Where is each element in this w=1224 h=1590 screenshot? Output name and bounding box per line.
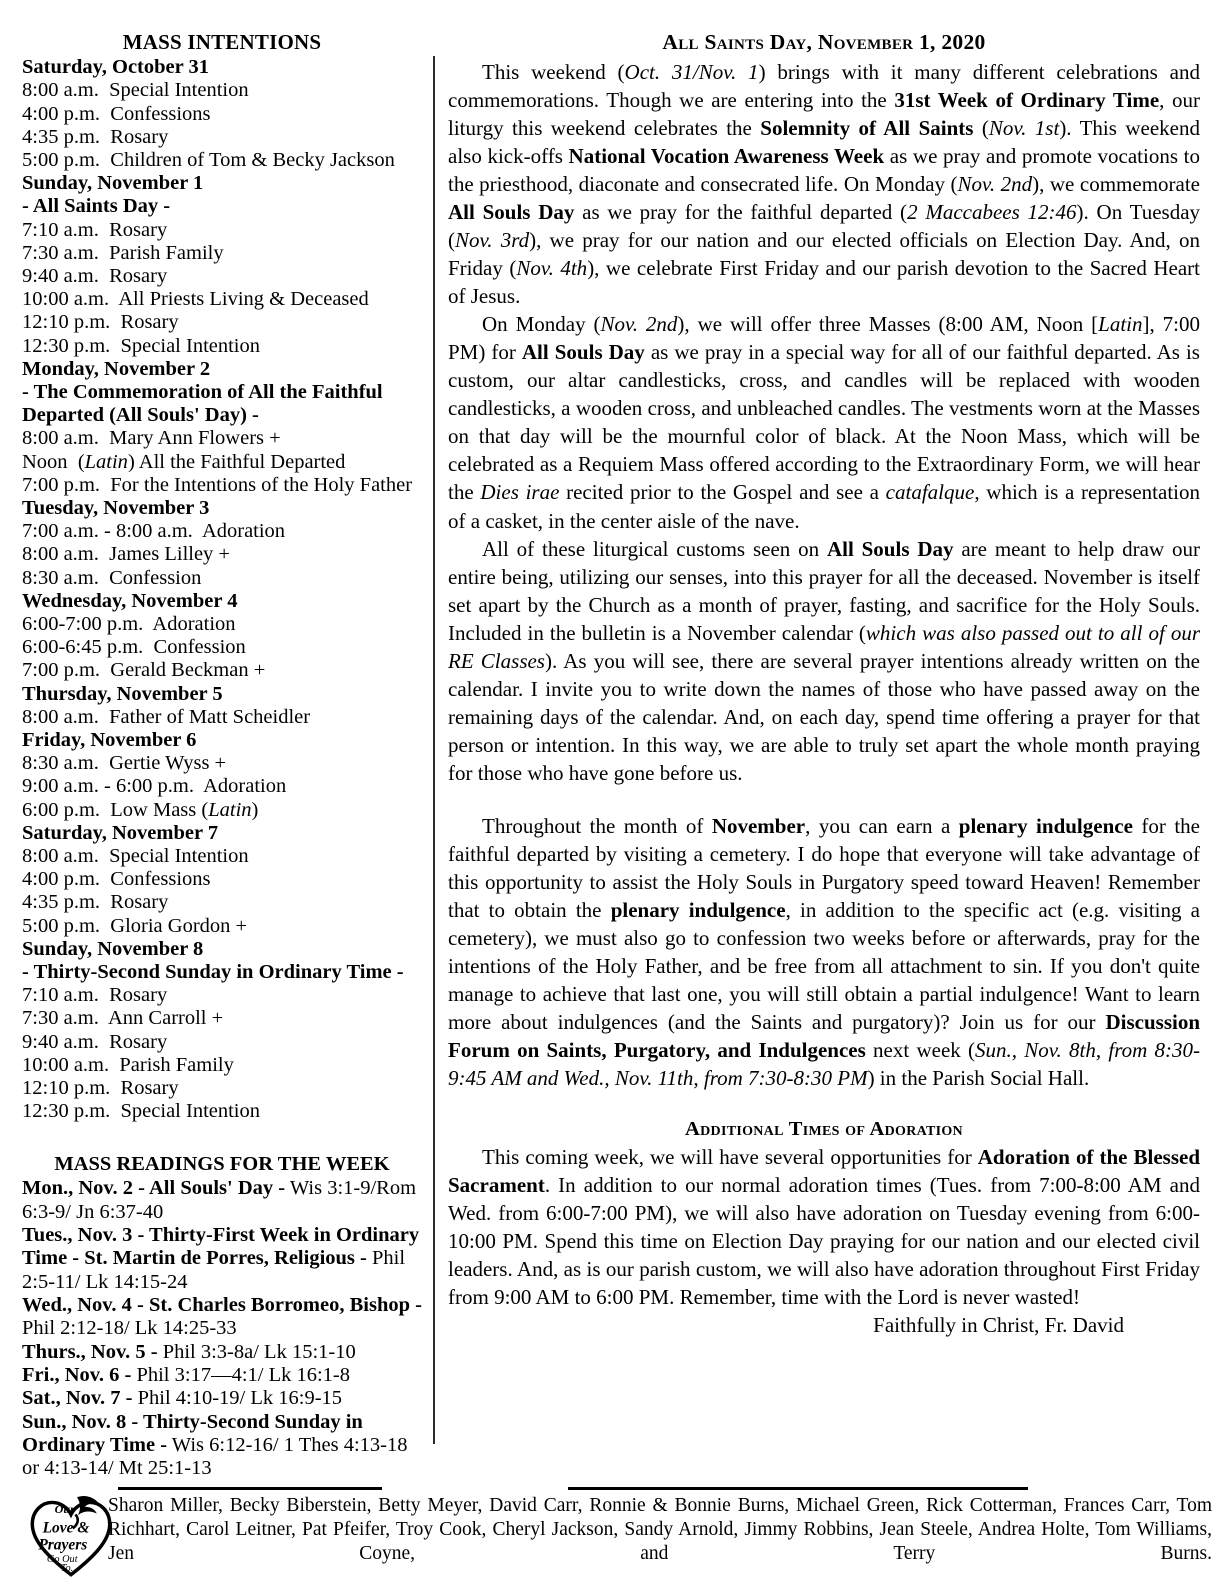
mass-time: 10:00 a.m.: [22, 1053, 110, 1076]
mass-intention-row: [22, 79, 422, 102]
mass-intention-row: [22, 520, 422, 543]
mass-intention-row: [22, 242, 422, 265]
text-run: Dies irae: [480, 480, 560, 505]
mass-time: 6:00-6:45 p.m.: [22, 636, 144, 659]
text-run: as we pray for the faithful departed (: [574, 200, 908, 225]
mass-intention: Rosary: [110, 891, 169, 914]
text-run: (: [973, 116, 989, 141]
text-run: ) brings with it many different celebrations and commemorations. Though we are entering into the: [448, 60, 1200, 113]
text-run: are meant to help draw our entire being, utilizing our senses, into this prayer for all the deceased. November is itself set apart by the Church as a month of prayer, fasting, and sacrifice for the Holy Souls. Included in the bulletin is a November calendar (: [448, 536, 1200, 645]
left-column: [22, 30, 422, 1481]
mass-day-heading: Saturday, November 7: [22, 821, 219, 844]
text-run: All Souls Day: [826, 536, 954, 561]
mass-intention: Father of Matt Scheidler: [109, 705, 311, 728]
text-run: This coming week, we will have several opportunities for: [482, 1145, 978, 1170]
mass-intention-row: [22, 1077, 422, 1100]
footer-rule-left: [118, 1487, 382, 1490]
article-paragraph-4: [448, 812, 1200, 1092]
mass-intention-row: [22, 1031, 422, 1054]
text-run: ), we will offer three Masses (8:00 AM, Noon [: [677, 312, 1099, 337]
mass-intention-row: [22, 288, 422, 311]
mass-intention-row: [22, 659, 422, 682]
prayer-list-footer: [0, 1492, 1224, 1584]
mass-time: 4:35 p.m.: [22, 891, 101, 914]
mass-time: 7:10 a.m.: [22, 984, 99, 1007]
mass-intention: Special Intention: [120, 1100, 261, 1123]
mass-intentions-heading: MASS INTENTIONS: [122, 30, 322, 54]
text-run: which was also passed out to all of our RE Classes: [448, 620, 1201, 673]
text-run: Latin: [208, 798, 252, 821]
article-paragraph-2: [448, 310, 1200, 534]
mass-time: 9:40 a.m.: [22, 1030, 99, 1053]
mass-intention-row: [22, 1007, 422, 1030]
mass-time: 6:00-7:00 p.m.: [22, 613, 144, 636]
mass-time: 4:35 p.m.: [22, 125, 101, 148]
mass-reading-row: [22, 1387, 422, 1410]
text-run: next week (: [865, 1038, 976, 1063]
text-run: Latin: [84, 450, 128, 473]
mass-intention: Special Intention: [109, 79, 249, 102]
article-paragraph-5: [448, 1143, 1200, 1311]
reading-citation: Phil 3:17—4:1/ Lk 16:1-8: [136, 1364, 351, 1387]
text-run: Sun., Nov. 8th, from 8:30-9:45 AM and Wed., Nov. 11th, from 7:30-8:30 PM: [448, 1038, 1200, 1091]
mass-intention: All Priests Living & Deceased: [118, 288, 369, 311]
text-run: ), we celebrate First Friday and our parish devotion to the Sacred Heart of Jesus.: [448, 256, 1200, 309]
reading-citation: Phil 2:5-11/ Lk 14:15-24: [22, 1247, 406, 1293]
mass-intention-row: [22, 868, 422, 891]
article-paragraph-3: [448, 535, 1200, 787]
mass-intention-row: [22, 149, 422, 172]
mass-intention-row: [22, 799, 422, 822]
reading-citation: Wis 6:12-16/ 1 Thes 4:13-18 or 4:13-14/ Mt 25:1-13: [22, 1434, 408, 1480]
text-run: recited prior to the Gospel and see a: [559, 480, 886, 505]
text-run: November: [711, 813, 806, 838]
text-run: All Souls Day: [521, 340, 645, 365]
logo-line-3: Prayers: [38, 1536, 88, 1554]
mass-intention: Confession: [109, 566, 202, 589]
reading-citation: Wis 3:1-9/Rom 6:3-9/ Jn 6:37-40: [22, 1177, 417, 1223]
text-run: National Vocation Awareness Week: [568, 144, 885, 169]
mass-time: 12:10 p.m.: [22, 1077, 111, 1100]
mass-day-heading: Tuesday, November 3: [22, 497, 210, 519]
mass-time: 7:00 a.m. - 8:00 a.m.: [22, 520, 193, 543]
mass-intention: Confessions: [110, 868, 211, 891]
mass-reading-row: [22, 1411, 422, 1481]
mass-intention-row: [22, 219, 422, 242]
mass-intention-row: [22, 126, 422, 149]
article-title: All Saints Day, November 1, 2020: [662, 30, 986, 54]
text-run: 2 Maccabees 12:46: [907, 200, 1077, 225]
mass-intention-row: [22, 984, 422, 1007]
mass-intention-row: [22, 1100, 422, 1123]
logo-line-4: Go Out: [46, 1553, 78, 1565]
prayer-names-list: Sharon Miller, Becky Biberstein, Betty Meyer, David Carr, Ronnie & Bonnie Burns, Michael Green, Rick Cotterman, Frances Carr, Tom Richhart, Carol Leitner, Pat Pfeifer, Troy Cook, Cheryl Jackson, Sandy Arnold, Jimmy Robbins, Jean Steele, Andrea Holte, Tom Williams, Jen Coyne, and Terry Burns.: [108, 1495, 1212, 1564]
mass-time: 5:00 p.m.: [22, 914, 101, 937]
mass-intention-row: [22, 103, 422, 126]
mass-intention-row: [22, 636, 422, 659]
text-run: ], 7:00 PM) for: [448, 312, 1201, 365]
text-run: plenary indulgence: [958, 813, 1133, 838]
reading-label: Sun., Nov. 8 - Thirty-Second Sunday in Ordinary Time -: [22, 1410, 363, 1457]
mass-intention-row: [22, 891, 422, 914]
mass-time: 8:00 a.m.: [22, 705, 99, 728]
text-run: , which is a representation of a casket, in the center aisle of the nave.: [448, 480, 1201, 533]
mass-intention: Rosary: [120, 311, 179, 334]
reading-citation: Phil 3:3-8a/ Lk 15:1-10: [162, 1340, 356, 1363]
text-run: ). This weekend also kick-offs: [448, 116, 1200, 169]
text-run: All of these liturgical customs seen on: [482, 536, 827, 561]
mass-intention: Low Mass (Latin): [110, 798, 259, 821]
mass-intention-row: [22, 752, 422, 775]
text-run: Nov. 1st: [988, 116, 1060, 141]
mass-time: 4:00 p.m.: [22, 868, 101, 891]
text-run: 31st Week of Ordinary Time: [894, 88, 1160, 113]
mass-intention: Rosary: [109, 264, 168, 287]
mass-time: 12:30 p.m.: [22, 334, 111, 357]
reading-label: Mon., Nov. 2 - All Souls' Day -: [22, 1177, 286, 1200]
logo-line-1: Our: [54, 1501, 75, 1516]
text-run: Latin: [1098, 312, 1143, 337]
text-run: catafalque: [885, 480, 975, 505]
mass-day-heading: Friday, November 6: [22, 729, 197, 752]
text-run: Oct. 31/Nov. 1: [624, 60, 759, 84]
mass-intention: Gertie Wyss +: [109, 752, 227, 775]
mass-intention: Adoration: [203, 775, 287, 798]
text-run: All Souls Day: [448, 200, 575, 225]
text-run: ), we commemorate: [1032, 172, 1200, 197]
mass-time: 7:30 a.m.: [22, 241, 99, 264]
mass-day-subtitle: - Thirty-Second Sunday in Ordinary Time -: [22, 961, 404, 984]
text-run: Discussion Forum on Saints, Purgatory, and Indulgences: [448, 1010, 1200, 1063]
text-run: Nov. 2nd: [600, 312, 678, 337]
mass-time: 7:30 a.m.: [22, 1007, 99, 1030]
mass-intention: Ann Carroll +: [108, 1007, 224, 1030]
mass-time: 7:00 p.m.: [22, 659, 101, 682]
mass-time: 8:30 a.m.: [22, 752, 99, 775]
mass-intention: Rosary: [109, 984, 168, 1007]
mass-intention-row: [22, 915, 422, 938]
text-run: On Monday (: [482, 312, 601, 337]
mass-intention: Adoration: [201, 520, 286, 543]
mass-intention-row: [22, 613, 422, 636]
mass-time: 7:10 a.m.: [22, 218, 99, 241]
mass-intention-row: [22, 427, 422, 450]
article-paragraph-1: [448, 58, 1200, 310]
text-run: Solemnity of All Saints: [760, 116, 974, 141]
text-run: for the faithful departed by visiting a cemetery. I do hope that everyone will take advantage of this opportunity to assist the Holy Souls in Purgatory speed toward Heaven! Remember that to obtain the: [448, 813, 1200, 922]
footer-rule-right: [568, 1487, 1028, 1490]
text-run: This weekend (: [482, 60, 625, 84]
mass-time: 8:00 a.m.: [22, 543, 99, 566]
mass-intentions-list: [22, 56, 422, 1123]
column-divider: [433, 56, 435, 1444]
text-run: . In addition to our normal adoration times (Tues. from 7:00-8:00 AM and Wed. from 6:00-7:00 PM), we will also have adoration on Tuesday evening from 6:00-10:00 PM. Spend this time on Election Day praying for our nation and our elected civil leaders. And, as is our parish custom, we will also have adoration throughout First Friday from 9:00 AM to 6:00 PM. Remember, time with the Lord is never wasted!: [448, 1173, 1200, 1310]
mass-day-heading: Sunday, November 1: [22, 172, 204, 195]
reading-label: Thurs., Nov. 5 -: [22, 1340, 158, 1363]
mass-intention: Special Intention: [109, 845, 249, 868]
signature-line: Faithfully in Christ, Fr. David: [873, 1313, 1124, 1338]
mass-intention: Gloria Gordon +: [110, 914, 248, 937]
mass-intention: For the Intentions of the Holy Father: [110, 473, 413, 496]
mass-intention-row: [22, 543, 422, 566]
text-run: Nov. 4th: [516, 256, 588, 281]
text-run: Nov. 2nd: [957, 172, 1033, 197]
mass-reading-row: [22, 1294, 422, 1341]
mass-time: 9:00 a.m. - 6:00 p.m.: [22, 775, 194, 798]
mass-intention-row: [22, 706, 422, 729]
mass-time: 8:00 a.m.: [22, 845, 99, 868]
mass-time: 12:10 p.m.: [22, 311, 111, 334]
logo-line-5: To...: [60, 1563, 79, 1575]
mass-intention: Mary Ann Flowers +: [109, 427, 281, 450]
mass-intention-row: [22, 567, 422, 590]
mass-time: 7:00 p.m.: [22, 473, 101, 496]
mass-time: 4:00 p.m.: [22, 102, 101, 125]
mass-intention-row: [22, 311, 422, 334]
mass-intention: Parish Family: [109, 241, 224, 264]
mass-day-heading: Monday, November 2: [22, 357, 211, 380]
mass-day-subtitle: - The Commemoration of All the Faithful Departed (All Souls' Day) -: [22, 380, 383, 427]
mass-time: 8:00 a.m.: [22, 79, 99, 102]
reading-label: Wed., Nov. 4 - St. Charles Borromeo, Bishop -: [22, 1294, 422, 1317]
mass-intention: Adoration: [152, 613, 236, 636]
mass-reading-row: [22, 1364, 422, 1387]
reading-citation: Phil 2:12-18/ Lk 14:25-33: [22, 1317, 237, 1340]
reading-label: Tues., Nov. 3 - Thirty-First Week in Ordinary Time - St. Martin de Porres, Religious -: [22, 1224, 420, 1270]
text-run: as we pray in a special way for all of our faithful departed. As is custom, our altar candlesticks, cross, and candles will be replaced with wooden candlesticks, a wooden cross, and unbleached candles. The vestments worn at the Masses on that day will be the mournful color of black. At the Noon Mass, which will be celebrated as a Requiem Mass offered according to the Extraordinary Form, we will hear the: [448, 340, 1200, 505]
mass-intention-row: [22, 335, 422, 358]
mass-time: 6:00 p.m.: [22, 798, 101, 821]
reading-citation: Phil 4:10-19/ Lk 16:9-15: [137, 1387, 343, 1410]
mass-time: 5:00 p.m.: [22, 148, 101, 171]
adoration-heading: Additional Times of Adoration: [685, 1118, 963, 1141]
love-and-prayers-logo: [28, 1492, 114, 1580]
mass-intention-row: [22, 451, 422, 474]
reading-label: Sat., Nov. 7 -: [22, 1387, 133, 1410]
reading-label: Fri., Nov. 6 -: [22, 1364, 132, 1387]
mass-day-heading: Wednesday, November 4: [22, 589, 238, 612]
text-run: as we pray and promote vocations to the priesthood, diaconate and consecrated life. On Monday (: [448, 144, 1200, 197]
text-run: ), we pray for our nation and our elected officials on Election Day. And, on Friday (: [448, 228, 1200, 281]
mass-day-subtitle: - All Saints Day -: [22, 195, 171, 218]
mass-intention: James Lilley +: [109, 543, 230, 566]
text-run: ). As you will see, there are several prayer intentions already written on the calendar. I invite you to write down the names of those who have passed away on the remaining days of the calendar. And, on each day, spend time offering a prayer for that person or intention. In this way, we are able to truly set apart the whole month praying for those who have gone before us.: [448, 648, 1200, 785]
mass-intention: Rosary: [110, 125, 169, 148]
mass-time: 8:30 a.m.: [22, 566, 99, 589]
mass-intention: (Latin) All the Faithful Departed: [77, 450, 346, 473]
mass-intention-row: [22, 474, 422, 497]
text-run: , in addition to the specific act (e.g. visiting a cemetery), we must also go to confession two weeks before or afterwards, pray for the intentions of the Holy Father, and be free from all attachment to sin. If you don't quite manage to achieve that last one, you will still obtain a partial indulgence! Want to learn more about indulgences (and the Saints and purgatory)? Join us for our: [448, 897, 1200, 1035]
text-run: Nov. 3rd: [455, 228, 530, 253]
right-column: [448, 30, 1200, 1338]
mass-intention: Children of Tom & Becky Jackson: [110, 148, 395, 171]
mass-intention: Confessions: [110, 102, 211, 125]
mass-reading-row: [22, 1341, 422, 1364]
text-run: , you can earn a: [805, 813, 959, 838]
text-run: Adoration of the Blessed Sacrament: [448, 1145, 1200, 1198]
mass-time: 10:00 a.m.: [22, 288, 110, 311]
mass-intention-row: [22, 265, 422, 288]
mass-readings-list: [22, 1177, 422, 1480]
mass-reading-row: [22, 1177, 422, 1224]
mass-time: 9:40 a.m.: [22, 264, 99, 287]
mass-intention-row: [22, 845, 422, 868]
text-run: , our liturgy this weekend celebrates the: [448, 88, 1200, 141]
mass-intention: Special Intention: [120, 334, 261, 357]
mass-intention: Rosary: [109, 1030, 168, 1053]
mass-day-heading: Sunday, November 8: [22, 937, 204, 960]
text-run: plenary indulgence: [610, 897, 786, 922]
text-run: ). On Tuesday (: [448, 200, 1201, 253]
mass-intention-row: [22, 1054, 422, 1077]
mass-intention: Rosary: [120, 1077, 179, 1100]
mass-reading-row: [22, 1224, 422, 1294]
mass-intention: Rosary: [109, 218, 168, 241]
mass-time: 12:30 p.m.: [22, 1100, 111, 1123]
mass-time: Noon: [22, 450, 68, 473]
logo-line-2: Love &: [42, 1519, 90, 1537]
text-run: ) in the Parish Social Hall.: [867, 1066, 1090, 1091]
mass-intention: Confession: [153, 636, 246, 659]
mass-intention-row: [22, 775, 422, 798]
mass-readings-heading: MASS READINGS FOR THE WEEK: [54, 1153, 390, 1176]
mass-intention: Gerald Beckman +: [110, 659, 266, 682]
mass-day-heading: Saturday, October 31: [22, 56, 209, 79]
mass-intention: Parish Family: [119, 1053, 234, 1076]
text-run: Throughout the month of: [482, 813, 712, 838]
mass-time: 8:00 a.m.: [22, 427, 99, 450]
mass-day-heading: Thursday, November 5: [22, 682, 223, 705]
